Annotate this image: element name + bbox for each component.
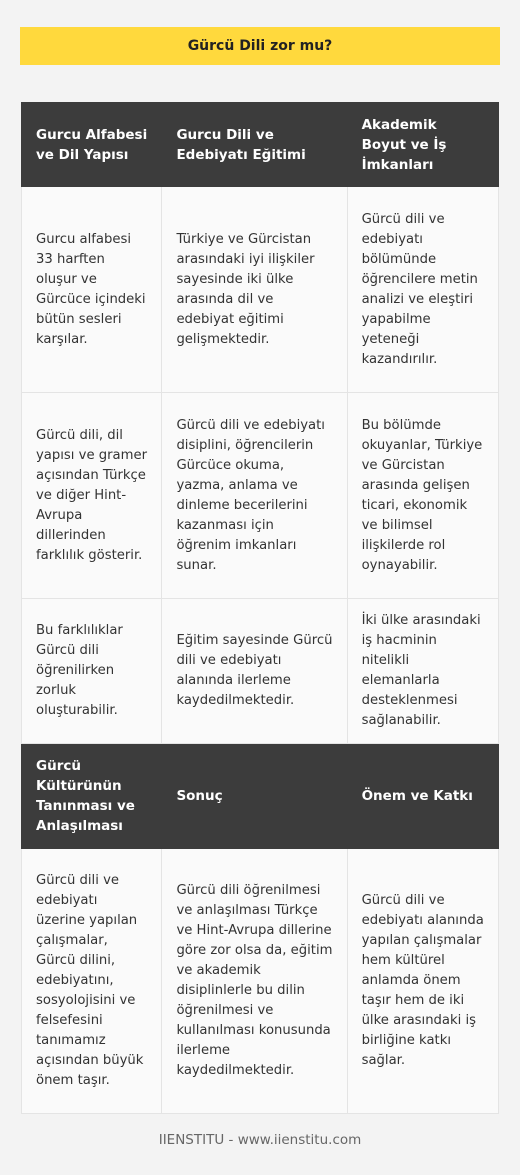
- content-table: [21, 102, 499, 1114]
- table-cell: Gürcü dili, dil yapısı ve gramer açısından Türkçe ve diğer Hint-Avrupa dillerinden farklılık gösterir.: [22, 393, 162, 599]
- header-cell: Akademik Boyut ve İş İmkanları: [347, 103, 498, 187]
- table-cell: Eğitim sayesinde Gürcü dili ve edebiyatı alanında ilerleme kaydedilmektedir.: [162, 599, 347, 744]
- table-row: [22, 393, 499, 599]
- table-cell: Gürcü dili ve edebiyatı üzerine yapılan çalışmalar, Gürcü dilini, edebiyatını, sosyolojisini ve felsefesini tanımamız açısından büyük önem taşır.: [22, 849, 162, 1114]
- table-cell: Gurcu alfabesi 33 harften oluşur ve Gürcüce içindeki bütün sesleri karşılar.: [22, 187, 162, 393]
- table-cell: Türkiye ve Gürcistan arasındaki iyi ilişkiler sayesinde iki ülke arasında dil ve edebiyat eğitimi gelişmektedir.: [162, 187, 347, 393]
- footer-credit: IIENSTITU - www.iienstitu.com: [158, 1132, 362, 1148]
- table-cell: Bu bölümde okuyanlar, Türkiye ve Gürcistan arasında gelişen ticari, ekonomik ve bilimsel ilişkilerde rol oynayabilir.: [347, 393, 498, 599]
- header-cell: Önem ve Katkı: [347, 744, 498, 849]
- table-cell: Gürcü dili öğrenilmesi ve anlaşılması Türkçe ve Hint-Avrupa dillerine göre zor olsa da, eğitim ve akademik disiplinlerle bu dilin öğrenilmesi ve kullanılması konusunda ilerleme kaydedilmektedir.: [162, 849, 347, 1114]
- header-cell: Gurcu Alfabesi ve Dil Yapısı: [22, 103, 162, 187]
- table-cell: Gürcü dili ve edebiyatı bölümünde öğrencilere metin analizi ve eleştiri yapabilme yeteneği kazandırılır.: [347, 187, 498, 393]
- header-cell: Gürcü Kültürünün Tanınması ve Anlaşılması: [22, 744, 162, 849]
- table-row: [22, 187, 499, 393]
- table-cell: Bu farklılıklar Gürcü dili öğrenilirken zorluk oluşturabilir.: [22, 599, 162, 744]
- header-row: [22, 103, 499, 187]
- table-row: [22, 599, 499, 744]
- header-cell: Sonuç: [162, 744, 347, 849]
- header-row: [22, 744, 499, 849]
- table-cell: İki ülke arasındaki iş hacminin nitelikli elemanlarla desteklenmesi sağlanabilir.: [347, 599, 498, 744]
- table-row: [22, 849, 499, 1114]
- table-cell: Gürcü dili ve edebiyatı disiplini, öğrencilerin Gürcüce okuma, yazma, anlama ve dinleme becerilerini kazanması için öğrenim imkanları sunar.: [162, 393, 347, 599]
- table-cell: Gürcü dili ve edebiyatı alanında yapılan çalışmalar hem kültürel anlamda önem taşır hem de iki ülke arasındaki iş birliğine katkı sağlar.: [347, 849, 498, 1114]
- page-title: Gürcü Dili zor mu?: [20, 27, 500, 65]
- header-cell: Gurcu Dili ve Edebiyatı Eğitimi: [162, 103, 347, 187]
